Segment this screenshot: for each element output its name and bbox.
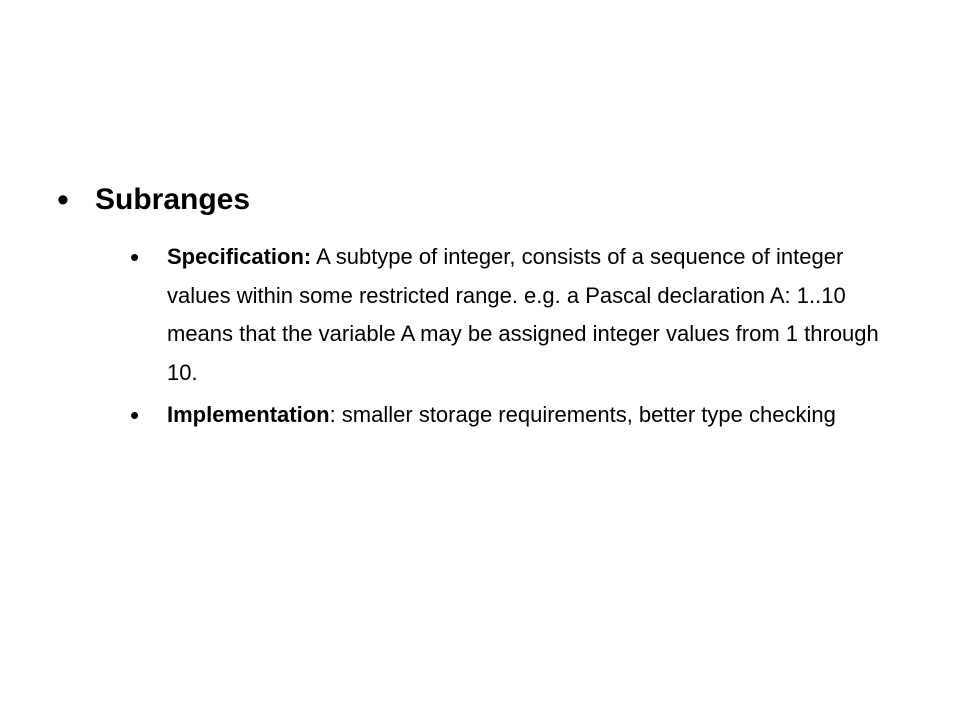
- slide-heading: Subranges: [95, 183, 251, 216]
- sub-bullet-dot-icon: •: [130, 400, 140, 430]
- bullet-dot-icon: •: [57, 181, 69, 219]
- sub-bullet-specification: [167, 238, 907, 392]
- sub-bullet-dot-icon: •: [130, 242, 140, 272]
- sub-bullet-text: A subtype of integer, consists of a sequence of integer values within some restricted range. e.g. a Pascal declaration A: 1..10 means that the variable A may be assigned integer values from 1 through 10.: [167, 244, 879, 385]
- sub-bullet-text: : smaller storage requirements, better type checking: [329, 402, 836, 427]
- sub-bullet-term: Specification:: [167, 244, 312, 269]
- sub-bullet-term: Implementation: [167, 402, 330, 427]
- sub-bullet-implementation: [167, 396, 907, 435]
